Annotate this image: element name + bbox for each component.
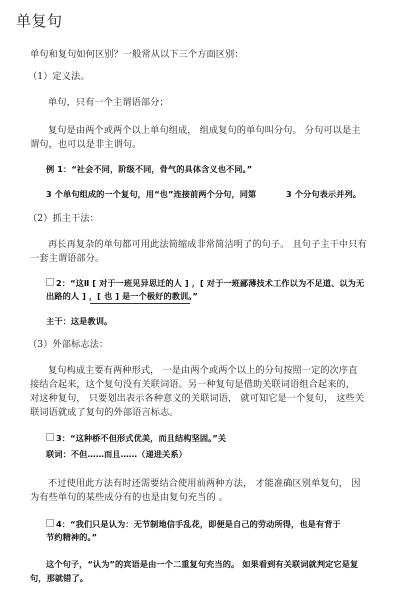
section-1-paragraph-1: 单句，只有一个主谓语部分；	[48, 97, 169, 108]
section-3-paragraph-1-line-3: 对这种复句， 只要划出表示各种意义的关联词语， 就可知它是一个复句， 这些关	[30, 393, 365, 404]
example-4-line-1-text: 4：“我们只是认为：无节制地信手乱花，即便是自己的劳动所得，也是有背于	[56, 519, 341, 529]
section-1-paragraph-2-line-2: 谓句，也可以是非主谓句。	[30, 139, 142, 150]
section-2-paragraph-line-2: 一套主谓语部分。	[30, 253, 105, 264]
section-1-heading: （1）定义法。	[28, 71, 90, 82]
checkbox-glyph-icon	[46, 278, 54, 286]
section-3-paragraph-1-line-2: 接结合起来，这个复句没有关联词语。另一种复句是借助关联词语组合起来的，	[30, 379, 356, 390]
section-3-paragraph-2-line-2: 为有些单句的某些成分有的也是由复句充当的 。	[30, 492, 229, 503]
example-1: 例 1：“社会不同，阶级不同，骨气的具体含义也不同。”	[46, 164, 253, 174]
example-1-note-a: 3 个单句组成的一个复句，用“也”连接前两个分句，同第	[46, 189, 257, 199]
page-title: 单复句	[16, 12, 63, 30]
section-2-paragraph-line-1: 再长再复杂的单句都可用此法简缩成非常简洁明了的句子。 且句子主干中只有	[48, 239, 367, 250]
example-3-line-1	[46, 432, 226, 445]
example-2-underline	[90, 303, 190, 304]
checkbox-glyph-icon	[46, 519, 54, 527]
example-2-line-1-text: 2：“这Ⅱ [ 对于一班见异思迁的人 ] ，[ 对于一班鄙薄技术工作以为不足道、以为无	[56, 278, 365, 288]
checkbox-glyph-icon	[46, 433, 54, 441]
section-2-heading: （2）抓主干法：	[28, 213, 99, 224]
example-4-note-line-2: 句，那就错了。	[30, 573, 89, 583]
section-3-heading: （3）外部标志法：	[28, 339, 109, 350]
section-3-paragraph-2-line-1: 不过使用此方法有时还需要结合使用前两种方法， 才能准确区别单复句， 因	[48, 478, 361, 489]
section-3-paragraph-1-line-4: 联词语就成了复句的外部语言标志。	[30, 407, 179, 418]
example-2-line-1	[46, 277, 364, 290]
example-3-line-2: 联词：不但……而且……（递进关系）	[46, 449, 187, 459]
example-4-note-line-1: 这个句子，“认为”的宾语是由一个二重复句充当的。 如果看到有关联词就判定它是复	[46, 559, 359, 569]
example-4-line-1	[46, 518, 341, 531]
section-1-paragraph-2-line-1: 复句是由两个或两个以上单句组成， 组成复句的单句叫分句。 分句可以是主	[48, 125, 361, 136]
example-2-line-2: 出路的人 ] ，[ 也 ] 是一个极好的教训。”	[46, 291, 198, 301]
example-2-main-clause: 主干：这是教训。	[46, 316, 113, 326]
section-3-paragraph-1-line-1: 复句构成主要有两种形式， 一是由两个或两个以上的分句按照一定的次序直	[48, 365, 358, 376]
intro-text: 单句和复句如何区别？一般常从以下三个方面区别：	[30, 49, 244, 60]
example-1-note-b: 3 个分句表示并列。	[286, 189, 362, 199]
example-4-line-2: 节约精神的。”	[46, 532, 98, 542]
example-3-line-1-text: 3：“这种桥不但形式优美，而且结构坚固。”关	[56, 433, 227, 443]
